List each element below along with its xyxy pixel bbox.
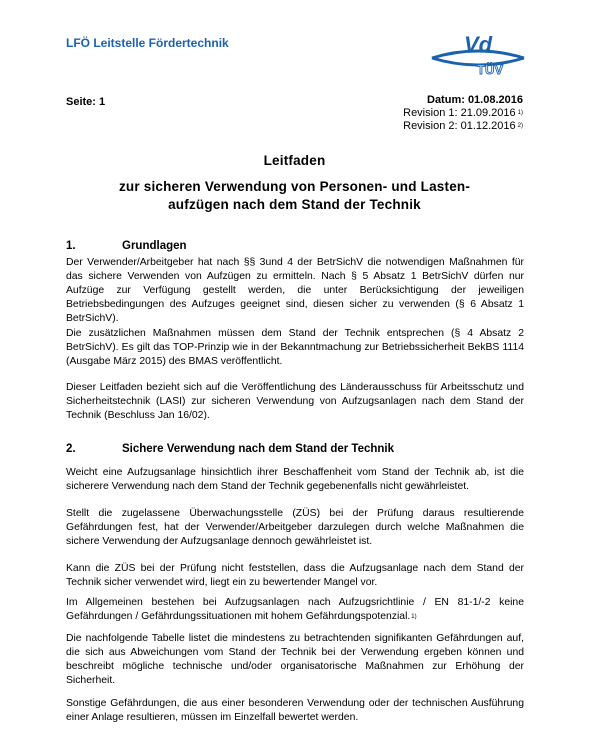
section-2-heading xyxy=(66,443,394,455)
section-1-title: Grundlagen xyxy=(122,240,187,252)
section-1-number: 1. xyxy=(66,240,76,252)
revision-1-line xyxy=(403,107,523,120)
section-1-paragraph-2: Die zusätzlichen Maßnahmen müssen dem Stand der Technik entsprechen (§ 4 Absatz 2 BetrSichV). Es gilt das TOP-Prinzip wie in der Bekanntmachung zur Betriebssicherheit BekBS 1114 (Ausgabe März 2015) des BMAS veröffentlicht. xyxy=(66,328,524,367)
section-2-paragraph-1: Weicht eine Aufzugsanlage hinsichtlich ihrer Beschaffenheit vom Stand der Technik ab, ist die sicherere Verwendung nach dem Stand der Technik gegebenenfalls nicht gewährleistet. xyxy=(66,467,524,492)
logo-text-top: Vd xyxy=(463,32,493,57)
section-2-paragraph-6: Sonstige Gefährdungen, die aus einer besonderen Verwendung oder der technischen Ausführung einer Anlage resultieren, müssen im Einzelfall bewertet werden. xyxy=(66,698,524,723)
revision-1: Revision 1: 21.09.2016 xyxy=(403,107,516,119)
section-2-paragraph-4 xyxy=(66,596,524,624)
section-1-paragraph-1: Der Verwender/Arbeitgeber hat nach §§ 3und 4 der BetrSichV die notwendigen Maßnahmen für das sichere Verwenden von Aufzügen zu ermitteln. Nach § 5 Absatz 1 BetrSichV dürfen nur Aufzüge zur Verfügung gestellt werden, die unter Berücksichtigung der jeweiligen Betriebsbedingungen des Aufzuges geeignet sind, diesen sicher zu verwenden (§ 6 Absatz 1 BetrSichV). xyxy=(66,257,524,324)
section-1-heading xyxy=(66,240,187,252)
section-2-paragraph-4-text: Im Allgemeinen bestehen bei Aufzugsanlagen nach Aufzugsrichtlinie / EN 81-1/-2 keine Gefährdungen / Gefährdungssituationen mit hohem Gefährdungspotenzial. xyxy=(66,597,524,622)
revision-1-footnote-marker: 1) xyxy=(517,110,523,116)
footnote-marker: 1) xyxy=(411,614,417,620)
date-block xyxy=(403,94,523,133)
section-2-title: Sichere Verwendung nach dem Stand der Technik xyxy=(122,443,395,455)
document-title xyxy=(40,152,549,214)
page-number: Seite: 1 xyxy=(66,96,106,108)
vdtuev-logo xyxy=(426,30,530,80)
section-1-paragraph-3: Dieser Leitfaden bezieht sich auf die Veröffentlichung des Länderausschuss für Arbeitsschutz und Sicherheitstechnik (LASI) zur sicheren Verwendung von Aufzugsanlagen nach dem Stand der Technik (Beschluss Jan 16/02). xyxy=(66,382,524,421)
title-line-1: Leitfaden xyxy=(263,153,326,168)
revision-2-line xyxy=(403,120,523,133)
section-2-paragraph-2: Stellt die zugelassene Überwachungsstelle (ZÜS) bei der Prüfung daraus resultierende Gefährdungen fest, hat der Verwender/Arbeitgeber darzulegen durch welche Maßnahmen die sichere Verwendung der Aufzugsanlage dennoch gewährleistet ist. xyxy=(66,508,524,547)
revision-2: Revision 2: 01.12.2016 xyxy=(403,120,516,132)
revision-2-footnote-marker: 2) xyxy=(517,123,523,129)
section-2-number: 2. xyxy=(66,443,76,455)
logo-text-bottom: TÜV xyxy=(477,62,503,77)
section-2-paragraph-5: Die nachfolgende Tabelle listet die mindestens zu betrachtenden signifikanten Gefährdungen auf, die sich aus Abweichungen vom Stand der Technik bei der Verwendung ergeben können und beschreibt mögliche technische und/oder organisatorische Maßnahmen zur Erhöhung der Sicherheit. xyxy=(66,633,524,686)
document-date: Datum: 01.08.2016 xyxy=(427,94,523,106)
title-line-3: aufzügen nach dem Stand der Technik xyxy=(168,197,421,212)
organization-name: LFÖ Leitstelle Fördertechnik xyxy=(66,36,229,50)
title-line-2: zur sicheren Verwendung von Personen- und Lasten- xyxy=(118,179,471,194)
section-2-paragraph-3: Kann die ZÜS bei der Prüfung nicht feststellen, dass die Aufzugsanlage nach dem Stand der Technik sicher verwendet wird, liegt ein zu bewertender Mangel vor. xyxy=(66,563,524,588)
